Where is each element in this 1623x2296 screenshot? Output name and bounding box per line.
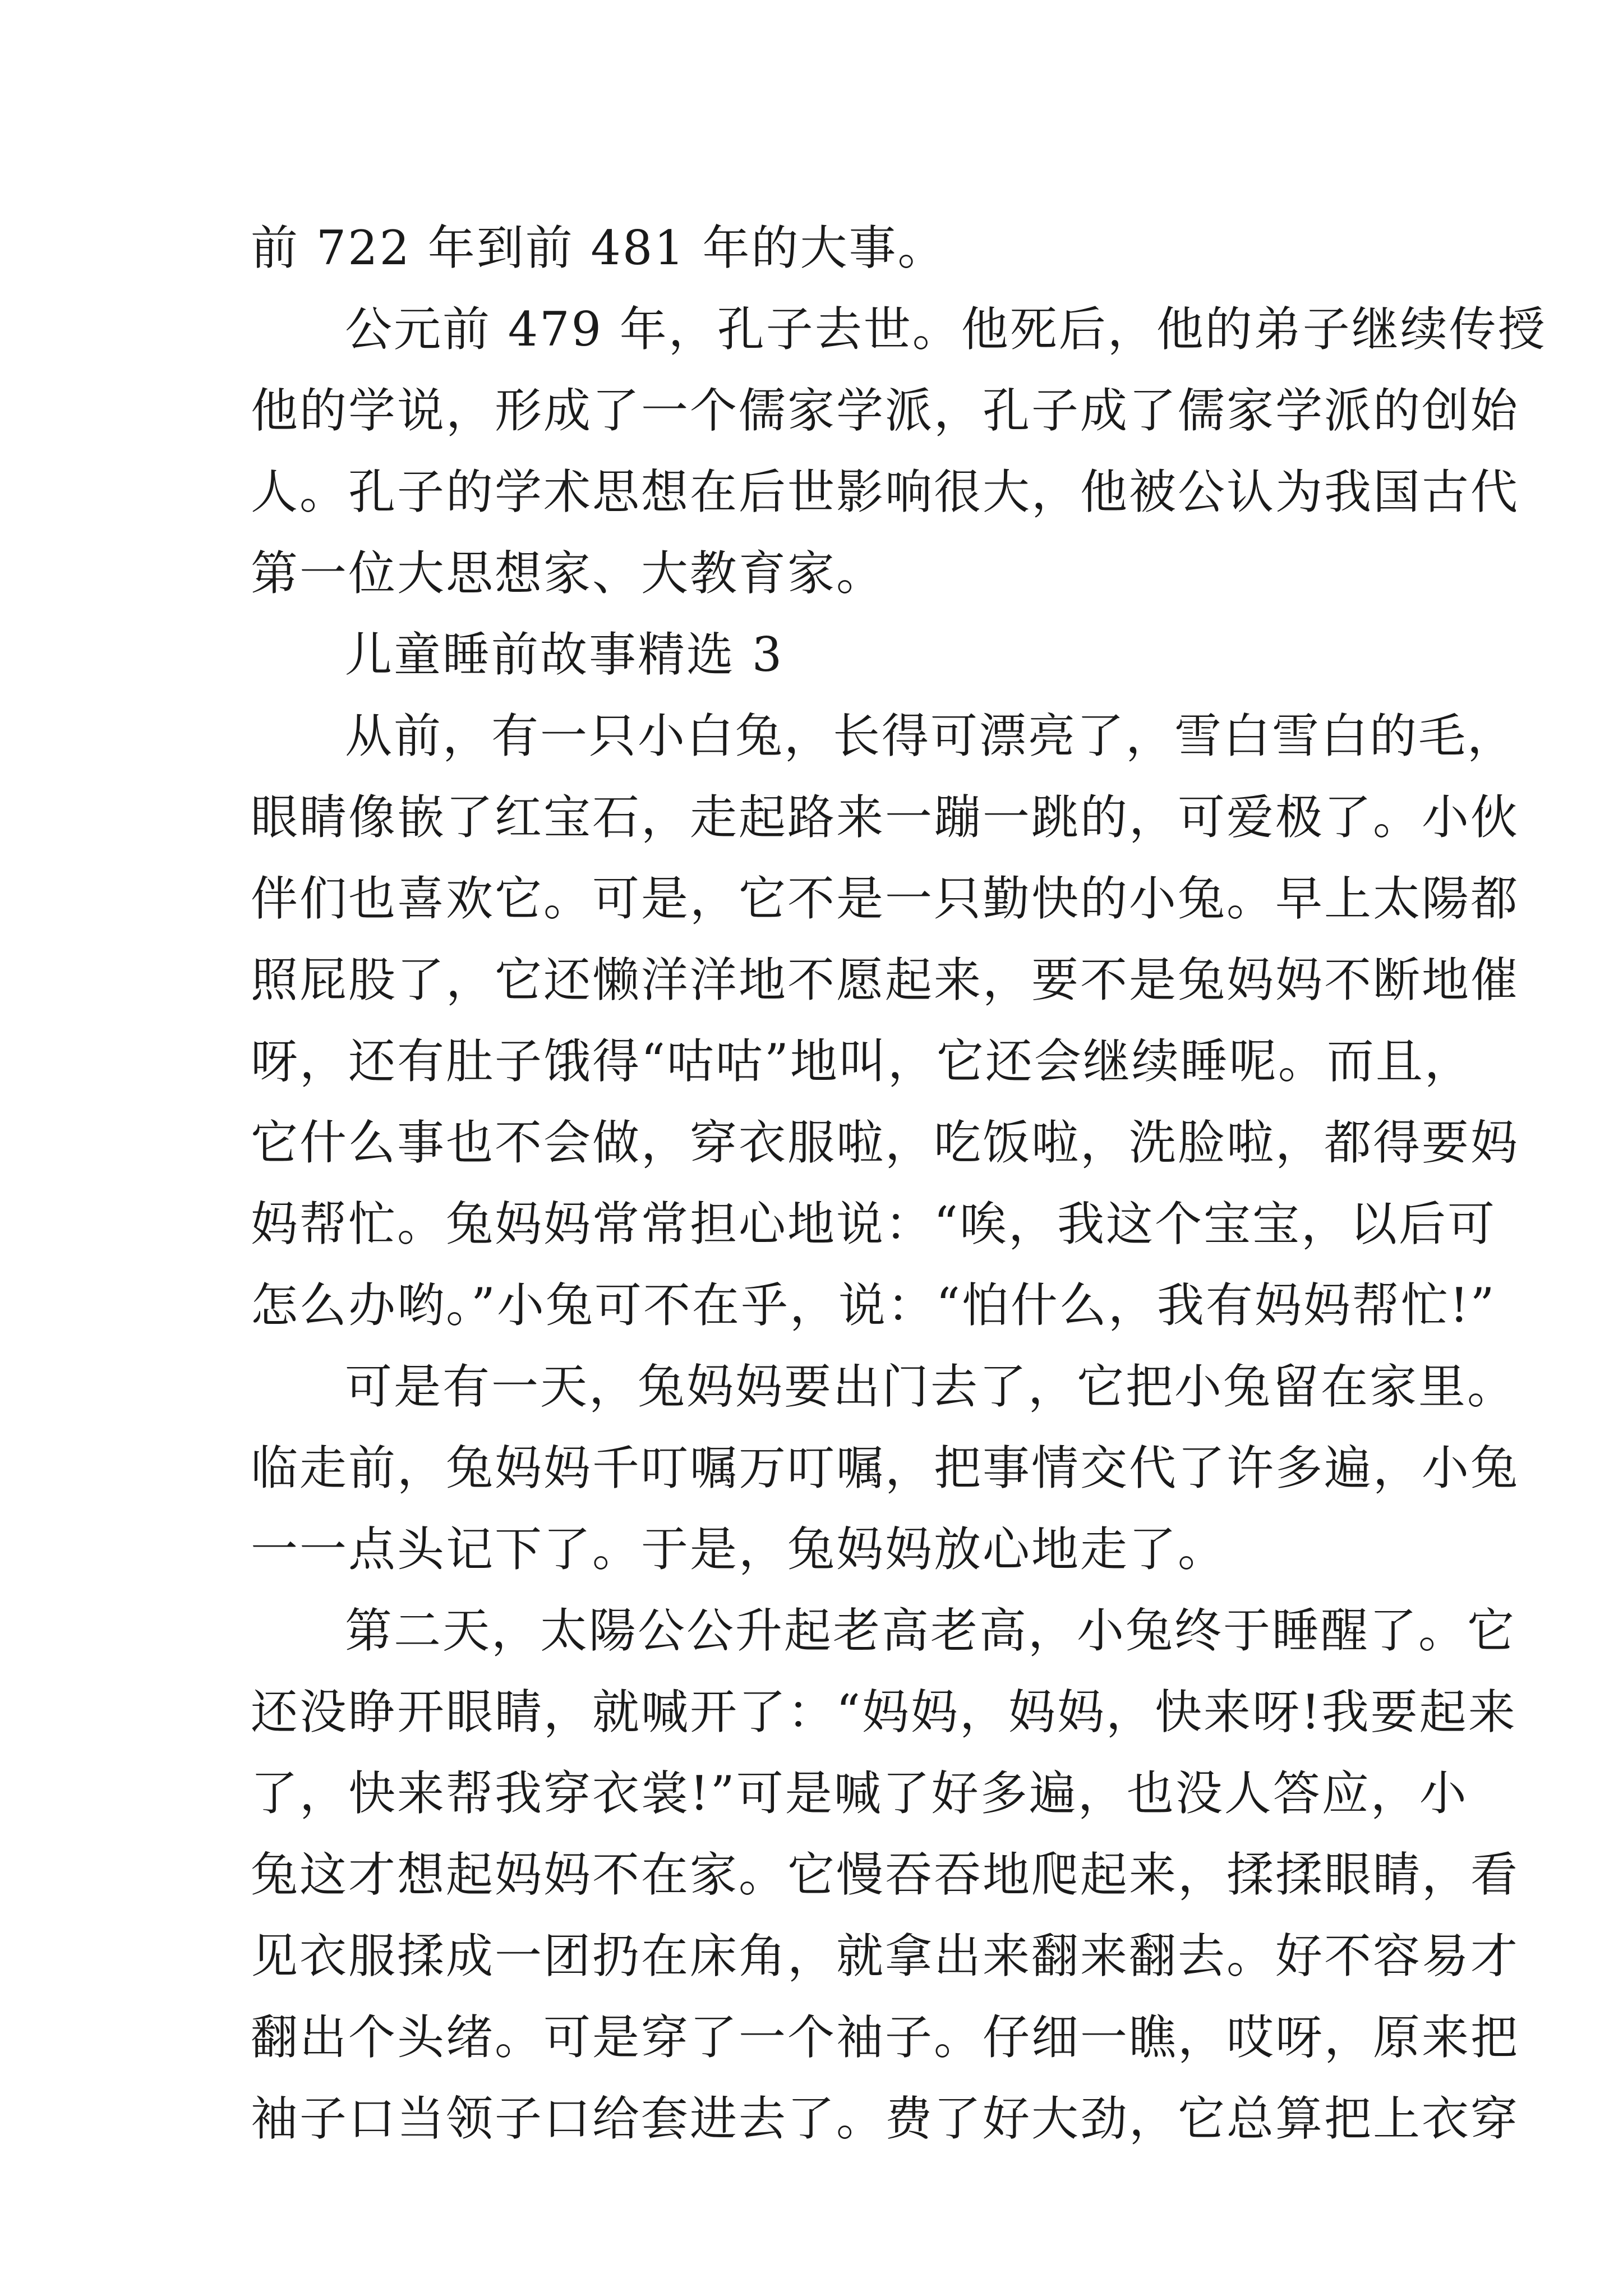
text-line: 临走前，兔妈妈千叮嘱万叮嘱，把事情交代了许多遍，小兔: [251, 1441, 1520, 1496]
text-line: 兔这才想起妈妈不在家。它慢吞吞地爬起来，揉揉眼睛，看: [251, 1847, 1520, 1902]
text-line: 它什么事也不会做，穿衣服啦，吃饭啦，洗脸啦，都得要妈: [251, 1115, 1520, 1170]
text-line: 公元前 479 年，孔子去世。他死后，他的弟子继续传授: [345, 302, 1547, 357]
text-line: 一一点头记下了。于是，兔妈妈放心地走了。: [251, 1522, 1227, 1577]
text-line: 前 722 年到前 481 年的大事。: [251, 220, 947, 275]
text-line: 儿童睡前故事精选 3: [345, 627, 784, 682]
text-line: 第二天，太陽公公升起老高老高，小兔终于睡醒了。它: [345, 1603, 1516, 1658]
text-line: 怎么办哟。”小兔可不在乎，说：“怕什么，我有妈妈帮忙!”: [251, 1278, 1496, 1333]
text-line: 呀，还有肚子饿得“咕咕”地叫，它还会继续睡呢。而且，: [251, 1034, 1473, 1089]
document-body: [251, 208, 1547, 2160]
text-line: 了，快来帮我穿衣裳!”可是喊了好多遍，也没人答应，小: [251, 1766, 1468, 1821]
text-line: 妈帮忙。兔妈妈常常担心地说：“唉，我这个宝宝，以后可: [251, 1197, 1496, 1251]
text-line: 袖子口当领子口给套进去了。费了好大劲，它总算把上衣穿: [251, 2091, 1520, 2146]
text-line: 还没睁开眼睛，就喊开了：“妈妈，妈妈，快来呀!我要起来: [251, 1685, 1517, 1740]
text-line: 照屁股了，它还懒洋洋地不愿起来，要不是兔妈妈不断地催: [251, 953, 1520, 1007]
text-line: 他的学说，形成了一个儒家学派，孔子成了儒家学派的创始: [251, 383, 1520, 438]
text-line: 眼睛像嵌了红宝石，走起路来一蹦一跳的，可爱极了。小伙: [251, 790, 1520, 845]
text-line: 伴们也喜欢它。可是，它不是一只勤快的小兔。早上太陽都: [251, 871, 1520, 926]
text-line: 人。孔子的学术思想在后世影响很大，他被公认为我国古代: [251, 464, 1520, 519]
text-line: 从前，有一只小白兔，长得可漂亮了，雪白雪白的毛，: [345, 708, 1516, 763]
text-line: 翻出个头绪。可是穿了一个袖子。仔细一瞧，哎呀，原来把: [251, 2010, 1520, 2065]
text-line: 第一位大思想家、大教育家。: [251, 546, 886, 601]
text-line: 见衣服揉成一团扔在床角，就拿出来翻来翻去。好不容易才: [251, 1929, 1520, 1984]
text-line: 可是有一天，兔妈妈要出门去了，它把小兔留在家里。: [345, 1359, 1516, 1414]
